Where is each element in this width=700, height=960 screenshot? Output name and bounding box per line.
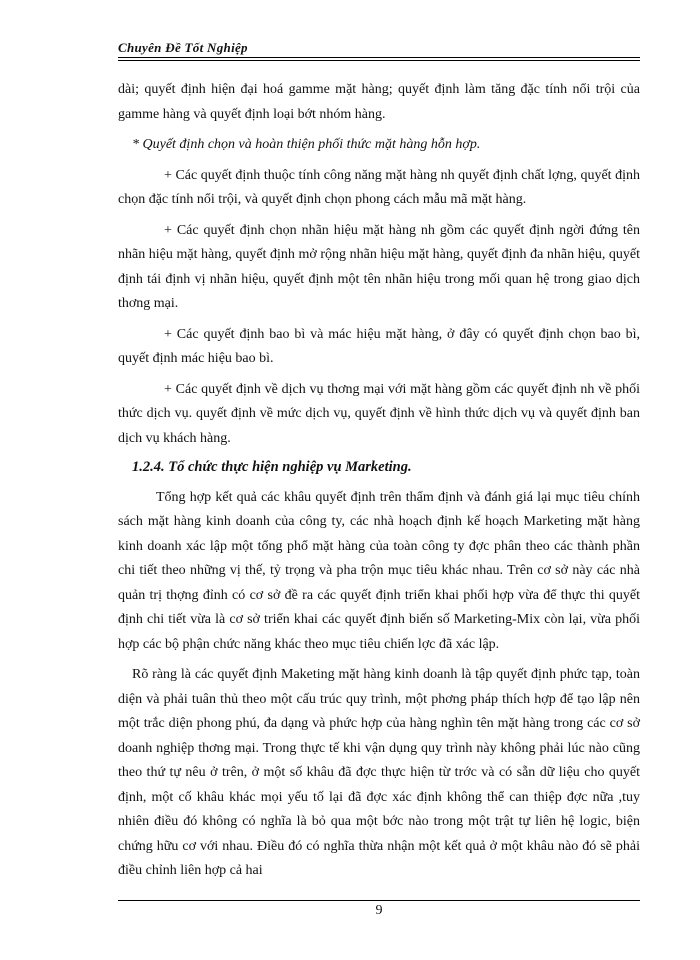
- bullet-paragraph: + Các quyết định thuộc tính công năng mặt hàng nh quyết định chất lợng, quyết định chọn đặc tính nổi trội, và quyết định chọn phong cách mẫu mã mặt hàng.: [118, 167, 640, 207]
- document-body: [118, 78, 640, 884]
- body-paragraph: Rõ ràng là các quyết định Maketing mặt hàng kinh doanh là tập quyết định phức tạp, toàn diện và phải tuân thủ theo một cấu trúc quy trình, một phơng pháp thích hợp để tạo lập nên một trắc diện phong phú, đa dạng và phức hợp của hàng nghìn tên mặt hàng trong các cơ sở doanh nghiệp thơng mại. Trong thực tế khi vận dụng quy trình này không phải lúc nào cũng theo thứ tự nêu ở trên, ở một số khâu đã đợc thực hiện từ trớc và có sẵn dữ liệu cho quyết định, một cố khâu khác mọi yếu tố lại đã đợc xác định không thể can thiệp đợc nữa ,tuy nhiên điều đó không có nghĩa là bỏ qua một bớc nào trong một trật tự liên hệ logic, biện chứng hữu cơ với nhau. Điều đó có nghĩa thừa nhận một kết quả ở một khâu nào đó sẽ phải điều chỉnh liên hợp cả hai: [118, 667, 640, 878]
- bullet-paragraph: + Các quyết định chọn nhãn hiệu mặt hàng nh gồm các quyết định ngời đứng tên nhãn hiệu mặt hàng, quyết định mở rộng nhãn hiệu mặt hàng, quyết định đa nhãn hiệu, quyết định tái định vị nhãn hiệu, quyết định một tên nhãn hiệu trong mối quan hệ trong giao dịch thơng mại.: [118, 222, 640, 311]
- header-title: Chuyên Đề Tốt Nghiệp: [118, 40, 248, 55]
- bullet-paragraph: + Các quyết định về dịch vụ thơng mại với mặt hàng gồm các quyết định nh về phối thức dịch vụ. quyết định về mức dịch vụ, quyết định về hình thức dịch vụ và quyết định ban dịch vụ khách hàng.: [118, 381, 640, 446]
- page-footer: [118, 900, 640, 919]
- section-heading: 1.2.4. Tổ chức thực hiện nghiệp vụ Marketing.: [132, 459, 412, 475]
- bullet-paragraph: + Các quyết định bao bì và mác hiệu mặt hàng, ở đây có quyết định chọn bao bì, quyết định mác hiệu bao bì.: [118, 326, 640, 366]
- header-rule-thin: [118, 60, 640, 61]
- header-rule: [118, 57, 640, 58]
- page-number: 9: [375, 903, 383, 918]
- body-paragraph: Tổng hợp kết quả các khâu quyết định trên thẩm định và đánh giá lại mục tiêu chính sách mặt hàng kinh doanh của công ty, các nhà hoạch định kế hoạch Marketing mặt hàng kinh doanh xác lập một tổng phổ mặt hàng của toàn công ty đợc phân theo các thành phần chi tiết theo những vị thế, tỷ trọng và pha trộn mục tiêu khác nhau. Trên cơ sở này các nhà quản trị thợng đỉnh có cơ sở đề ra các quyết định triển khai phối hợp vừa để thực thi quyết định chi tiết vừa là cơ sở triển khai các quyết định biến số Marketing-Mix còn lại, vừa phối hợp các bộ phận chức năng khác theo mục tiêu chiến lợc đã xác lập.: [118, 489, 640, 652]
- page-header: [118, 40, 640, 56]
- subsection-title: * Quyết định chọn và hoàn thiện phối thức mặt hàng hỗn hợp.: [132, 137, 481, 152]
- footer-rule: [118, 900, 640, 901]
- paragraph-continued: dài; quyết định hiện đại hoá gamme mặt hàng; quyết định làm tăng đặc tính nổi trội của gamme hàng và quyết định loại bớt nhóm hàng.: [118, 82, 640, 122]
